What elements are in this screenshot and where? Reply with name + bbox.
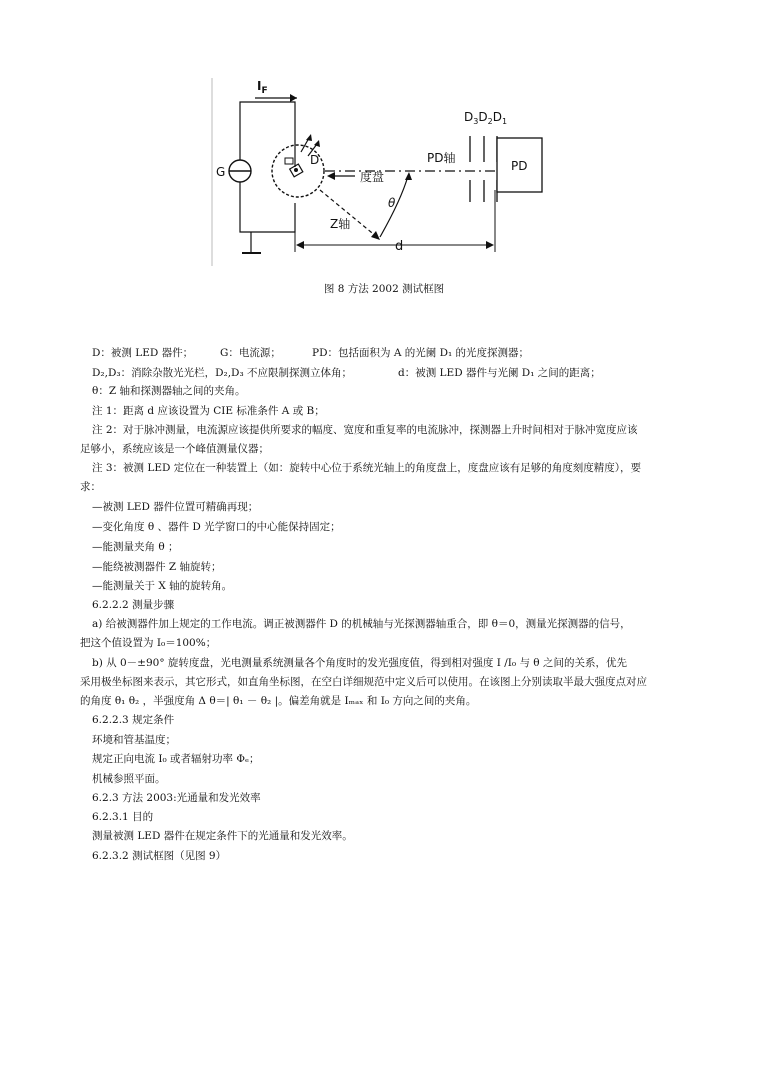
requirement-3: —能测量夹角 θ ； [92,541,179,553]
note-2-line1: 注 2：对于脉冲测量，电流源应该提供所要求的幅度、宽度和重复率的电流脉冲，探测器上升时间相对于脉冲宽度应该 [92,424,638,436]
step-a-line1: a) 给被测器件加上规定的工作电流。调正被测器件 D 的机械轴与光探测器轴重合，即 θ＝0，测量光探测器的信号， [92,618,631,630]
step-b-line3: 的角度 θ₁ θ₂ ，半强度角 Δ θ＝| θ₁ － θ₂ |。偏差角就是 Iₘₐₓ 和 I₀ 方向之间的夹角。 [80,695,477,707]
def-pd: PD：包括面积为 A 的光阑 D₁ 的光度探测器； [312,347,530,359]
requirement-2: —变化角度 θ 、器件 D 光学窗口的中心能保持固定； [92,521,341,533]
heading-623: 6.2.3 方法 2003:光通量和发光效率 [92,792,261,804]
step-b-line2: 采用极坐标图来表示，其它形式，如直角坐标图，在空白详细规范中定义后可以使用。在该图上分别读取半最大强度点对应 [80,676,647,688]
test-block-diagram [205,70,565,270]
def-d: D：被测 LED 器件； [92,347,194,359]
definition-row-1 [92,346,529,360]
condition-2: 规定正向电流 I₀ 或者辐射功率 Φₑ； [92,753,260,765]
aperture-stops [470,136,497,202]
heading-6222: 6.2.2.2 测量步骤 [92,599,175,611]
heading-6231: 6.2.3.1 目的 [92,811,154,823]
condition-1: 环境和管基温度； [92,734,176,746]
led-symbol [285,158,303,177]
requirement-4: —能绕被测器件 Z 轴旋转； [92,561,222,573]
pd-label: PD [511,159,528,173]
z-axis-label: Z轴 [330,217,351,231]
pd-axis-label: PD轴 [427,151,456,165]
note-3-line1: 注 3：被测 LED 定位在一种装置上（如：旋转中心位于系统光轴上的角度盘上，度盘应该有足够的角度刻度精度），要 [92,462,641,474]
requirement-5: —能测量关于 X 轴的旋转角。 [92,580,233,592]
if-label: $I_F$ [257,79,268,96]
heading-6223: 6.2.2.3 规定条件 [92,714,175,726]
condition-3: 机械参照平面。 [92,773,166,785]
note-1: 注 1：距离 d 应该设置为 CIE 标准条件 A 或 B； [92,405,325,417]
step-a-line2: 把这个值设置为 I₀＝100%； [80,637,217,649]
figure-caption: 图 8 方法 2002 测试框图 [323,283,445,295]
purpose-text: 测量被测 LED 器件在规定条件下的光通量和发光效率。 [92,830,353,842]
theta-label: θ [388,196,396,210]
aperture-labels: $D_3D_2D_1$ [464,110,508,126]
definition-row-2 [92,366,601,380]
note-3-line2: 求： [80,481,101,493]
d-label: D [310,153,320,167]
def-dist: d：被测 LED 器件与光阑 D₁ 之间的距离； [398,367,601,379]
def-d2d3: D₂,D₃：消除杂散光光栏，D₂,D₃ 不应限制探测立体角； [92,367,353,379]
distance-label: d [395,239,404,254]
dial-label: 度盘 [360,170,385,184]
note-2-line2: 足够小，系统应该是一个峰值测量仪器； [80,443,269,455]
def-theta: θ：Z 轴和探测器轴之间的夹角。 [92,385,246,397]
requirement-1: —被测 LED 器件位置可精确再现； [92,501,259,513]
def-g: G：电流源； [220,347,281,359]
step-b-line1: b) 从 0－±90° 旋转度盘，光电测量系统测量各个角度时的发光强度值，得到相对强度 I /I₀ 与 θ 之间的关系，优先 [92,657,627,669]
heading-6232: 6.2.3.2 测试框图（见图 9） [92,850,227,862]
g-label: G [216,165,226,179]
